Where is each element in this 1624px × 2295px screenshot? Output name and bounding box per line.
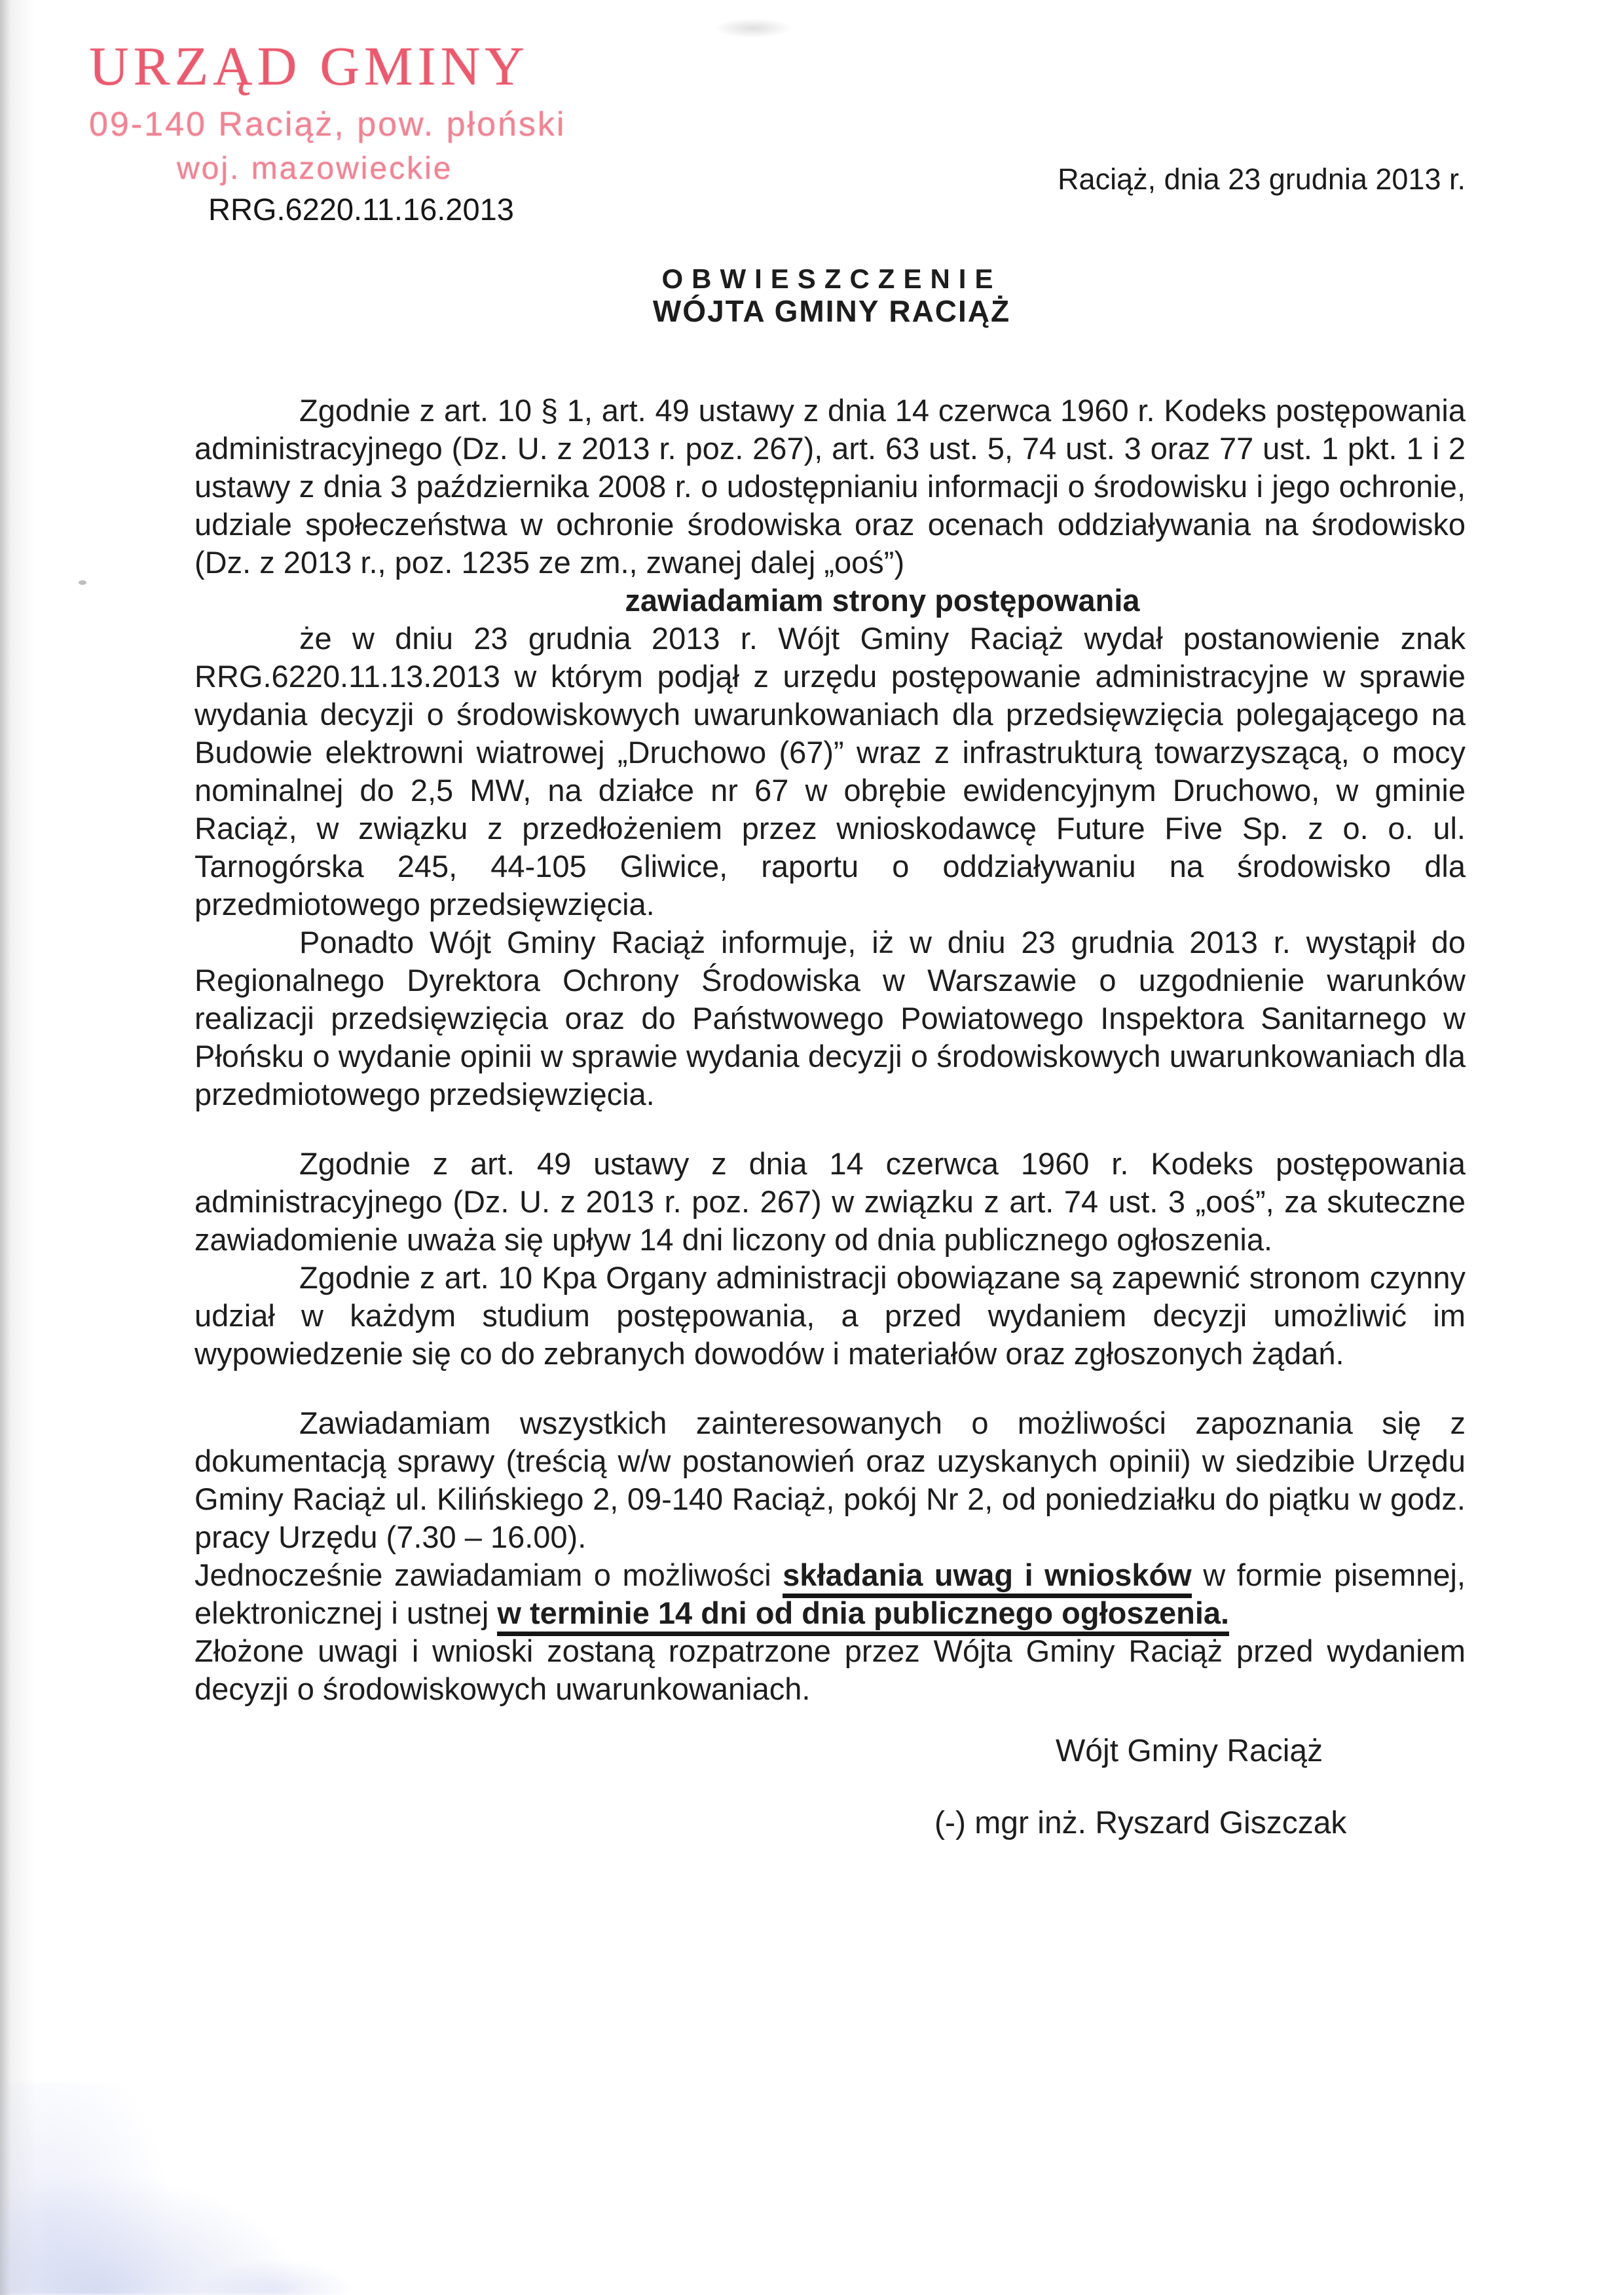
paragraph-proceeding-resumption: że w dniu 23 grudnia 2013 r. Wójt Gminy Raciąż wydał postanowienie znak RRG.6220.11.13.2013 w którym podjął z urzędu postępowanie administracyjne w sprawie wydania decyzji o środowiskowych uwarunkowaniach dla przedsięwzięcia polegającego na Budowie elektrowni wiatrowej „Druchowo (67)” wraz z infrastrukturą towarzyszącą, o mocy nominalnej do 2,5 MW, na działce nr 67 w obrębie ewidencyjnym Druchowo, w gminie Raciąż, w związku z przedłożeniem przez wnioskodawcę Future Five Sp. z o. o. ul. Tarnogórska 245, 44-105 Gliwice, raportu o oddziaływaniu na środowisko dla przedmiotowego przedsięwzięcia. [194, 621, 1466, 922]
paragraph-legal-basis: Zgodnie z art. 10 § 1, art. 49 ustawy z dnia 14 czerwca 1960 r. Kodeks postępowania administracyjnego (Dz. U. z 2013 r. poz. 267), art. 63 ust. 5, 74 ust. 3 oraz 77 ust. 1 pkt. 1 i 2 ustawy z dnia 3 października 2008 r. o udostępnianiu informacji o środowisku i jego ochronie, udziale społeczeństwa w ochronie środowiska oraz ocenach oddziaływania na środowisko (Dz. z 2013 r., poz. 1235 ze zm., zwanej dalej „ooś”) [194, 393, 1466, 580]
notice-heading: zawiadamiam strony postępowania [625, 583, 1140, 618]
document-title-block [653, 263, 1010, 327]
comments-deadline-emphasis: w terminie 14 dni od dnia publicznego ogłoszenia. [497, 1595, 1229, 1636]
stamp-office-name: URZĄD GMINY [89, 36, 529, 97]
scan-speck-artifact [79, 580, 86, 585]
document-title-line1: OBWIESZCZENIE [661, 263, 1002, 294]
comments-submission-emphasis: składania uwag i wniosków [783, 1558, 1192, 1598]
office-stamp [89, 36, 566, 186]
scan-top-smudge-artifact [714, 18, 792, 38]
scan-left-edge-artifact [0, 0, 36, 2295]
case-reference-number: RRG.6220.11.16.2013 [208, 192, 514, 227]
paragraph-comments-consideration: Złożone uwagi i wnioski zostaną rozpatrzone przez Wójta Gminy Raciąż przed wydaniem decyzji o środowiskowych uwarunkowaniach. [194, 1633, 1466, 1706]
paragraph-parties-rights: Zgodnie z art. 10 Kpa Organy administracji obowiązane są zapewnić stronom czynny udział w każdym studium postępowania, a przed wydaniem decyzji umożliwić im wypowiedzenie się co do zebranych dowodów i materiałów oraz zgłoszonych żądań. [194, 1260, 1466, 1371]
signature-name: (-) mgr inż. Ryszard Giszczak [934, 1806, 1347, 1840]
document-body [194, 392, 1466, 1708]
paragraph-notification-effectiveness: Zgodnie z art. 49 ustawy z dnia 14 czerwca 1960 r. Kodeks postępowania administracyjnego (Dz. U. z 2013 r. poz. 267) w związku z art. 74 ust. 3 „ooś”, za skuteczne zawiadomienie uważa się upływ 14 dni liczony od dnia publicznego ogłoszenia. [194, 1146, 1466, 1257]
scan-bottom-smudge-artifact [0, 2083, 458, 2295]
signature-role: Wójt Gminy Raciąż [1056, 1734, 1323, 1768]
paragraph-opinions-request: Ponadto Wójt Gminy Raciąż informuje, iż w dniu 23 grudnia 2013 r. wystąpił do Regionalnego Dyrektora Ochrony Środowiska w Warszawie o uzgodnienie warunków realizacji przedsięwzięcia oraz do Państwowego Powiatowego Inspektora Sanitarnego w Płońsku o wydanie opinii w sprawie wydania decyzji o środowiskowych uwarunkowaniach dla przedmiotowego przedsięwzięcia. [194, 925, 1466, 1111]
paragraph-documentation-access: Zawiadamiam wszystkich zainteresowanych o możliwości zapoznania się z dokumentacją sprawy (treścią w/w postanowień oraz uzyskanych opinii) w siedzibie Urzędu Gminy Raciąż ul. Kilińskiego 2, 09-140 Raciąż, pokój Nr 2, od poniedziałku do piątku w godz. pracy Urzędu (7.30 – 16.00). [194, 1406, 1466, 1554]
comments-submission-text: Jednocześnie zawiadamiam o możliwości [194, 1558, 783, 1592]
document-title-line2: WÓJTA GMINY RACIĄŻ [652, 294, 1011, 328]
stamp-address-line: 09-140 Raciąż, pow. płoński [89, 105, 566, 143]
place-and-date-line: Raciąż, dnia 23 grudnia 2013 r. [1058, 162, 1466, 196]
document-title [0, 263, 1624, 327]
stamp-voivodeship-line: woj. mazowieckie [177, 151, 453, 186]
paragraph-comments-submission [194, 1556, 1466, 1632]
comments-submission-forms-text: w formie pisemnej, elektronicznej i ustnej [194, 1558, 1466, 1630]
